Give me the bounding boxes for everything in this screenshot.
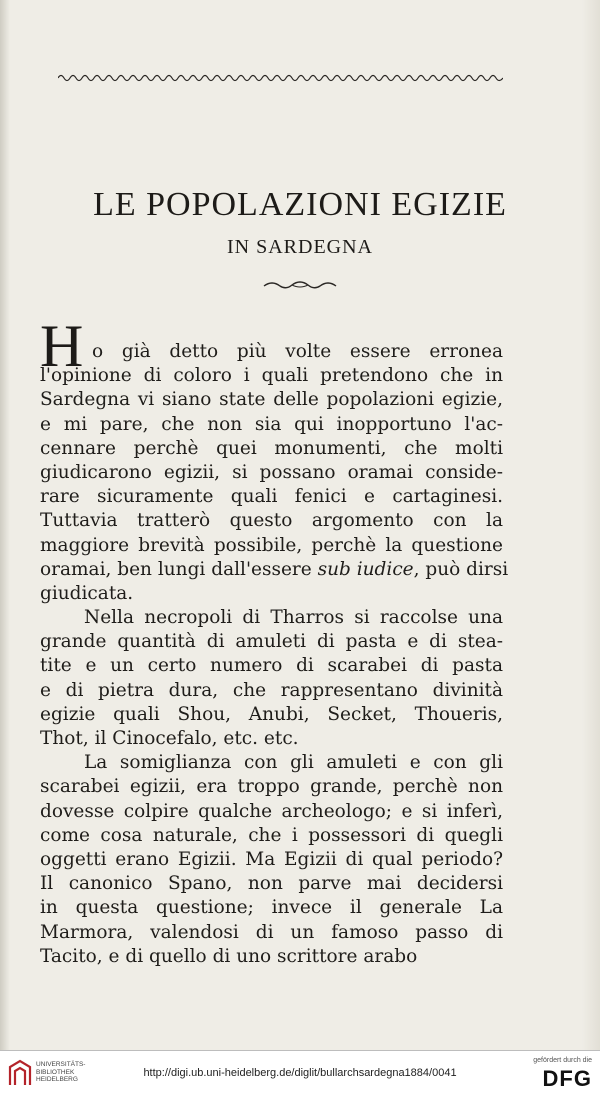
text-line: tite e un certo numero di scarabei di pasta (40, 655, 503, 677)
text-line: Marmora, valendosi di un famoso passo di (40, 921, 503, 943)
ornament-icon (262, 277, 338, 293)
page-subtitle: IN SARDEGNA (227, 236, 373, 258)
footer-bar (0, 1050, 600, 1095)
text-line: giudicarono egizii, si possano oramai conside- (40, 461, 503, 483)
text-line: in questa questione; invece il generale La (40, 897, 503, 919)
text-line: Tuttavia tratterò questo argomento con la (40, 510, 503, 532)
text-line: Sardegna vi siano state delle popolazioni egizie, (40, 389, 503, 411)
text-line: egizie quali Shou, Anubi, Secket, Thoueris, (40, 703, 503, 725)
text-line: l'opinione di coloro i quali pretendono che in (40, 365, 503, 387)
text-line: grande quantità di amuleti di pasta e di stea- (40, 631, 503, 653)
text-line: oggetti erano Egizii. Ma Egizii di qual periodo? (40, 848, 503, 870)
page-title: LE POPOLAZIONI EGIZIE (93, 186, 507, 223)
text-line: maggiore brevità possibile, perchè la questione (40, 534, 503, 556)
library-name: UNIVERSITÄTS- BIBLIOTHEK HEIDELBERG (36, 1061, 86, 1083)
heidelberg-library-icon (8, 1059, 32, 1087)
text-line: scarabei egizii, era troppo grande, perchè non (40, 776, 503, 798)
text-line: Nella necropoli di Tharros si raccolse una (84, 607, 503, 629)
text-line: e di pietra dura, che rappresentano divinità (40, 679, 503, 701)
text-line: come cosa naturale, che i possessori di quegli (40, 824, 503, 846)
dfg-logo: DFG (542, 1066, 592, 1091)
wavy-header-rule (58, 70, 503, 86)
source-url-link[interactable]: http://digi.ub.uni-heidelberg.de/diglit/bullarchsardegna1884/0041 (143, 1067, 457, 1079)
text-line: o già detto più volte essere erronea (92, 341, 503, 362)
article-body (40, 313, 509, 969)
text-line: dovesse colpire qualche archeologo; e si inferì, (40, 800, 503, 822)
funding-note: gefördert durch die (533, 1057, 592, 1064)
text-line: Il canonico Spano, non parve mai decidersi (40, 873, 503, 895)
text-line: e mi pare, che non sia qui inopportuno l'ac- (40, 413, 503, 435)
text-line: La somiglianza con gli amuleti e con gli (84, 752, 503, 774)
text-line: rare sicuramente quali fenici e cartaginesi. (40, 486, 503, 508)
text-line: oramai, ben lungi dall'essere sub iudice, può dirsi (40, 558, 509, 580)
text-line: Tacito, e di quello di uno scrittore arabo (40, 945, 418, 967)
italic-phrase: sub iudice (317, 558, 414, 580)
drop-cap: H (40, 313, 84, 379)
text-line: cennare perchè quei monumenti, che molti (40, 437, 503, 459)
text-line: Thot, il Cinocefalo, etc. etc. (40, 728, 299, 749)
text-line: giudicata. (40, 582, 134, 604)
